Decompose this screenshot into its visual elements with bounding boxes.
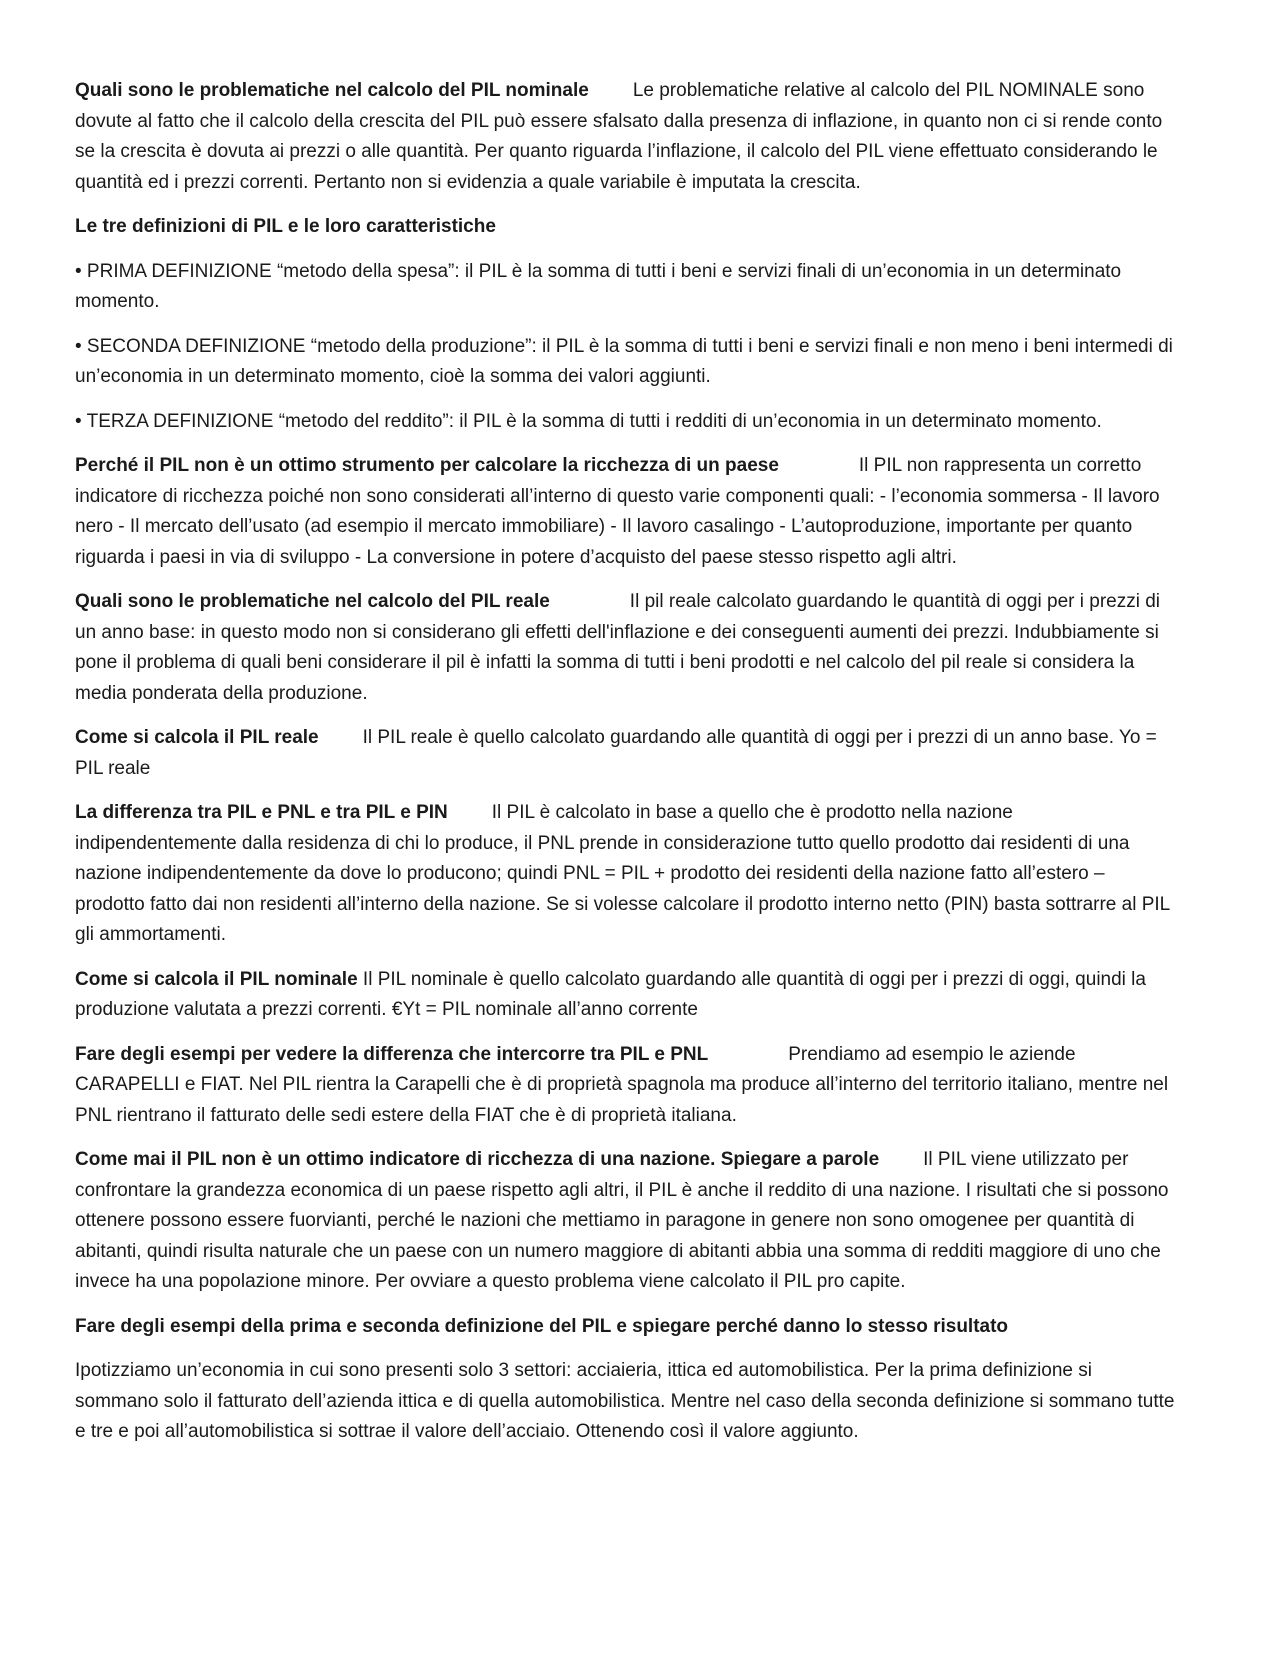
answer-text: Prendiamo ad esempio le aziende CARAPELLI e FIAT. Nel PIL rientra la Carapelli che è di proprietà spagnola ma produce all’interno del territorio italiano, mentre nel PNL rientrano il fatturato delle sedi estere della FIAT che è di proprietà italiana.: [75, 1043, 1169, 1126]
question-text: Perché il PIL non è un ottimo strumento per calcolare la ricchezza di un paese: [75, 455, 779, 476]
qa-real-calc: [75, 723, 1175, 784]
question-text: Quali sono le problematiche nel calcolo del PIL reale: [75, 591, 550, 612]
paragraph-example: Ipotizziamo un’economia in cui sono presenti solo 3 settori: acciaieria, ittica ed automobilistica. Per la prima definizione si sommano solo il fatturato dell’azienda ittica e di quella automobilistica. Mentre nel caso della seconda definizione si sommano tutte e tre e poi all’automobilistica si sottrae il valore dell’acciaio. Ottenendo così il valore aggiunto.: [75, 1360, 1175, 1442]
section-heading-examples: Fare degli esempi della prima e seconda definizione del PIL e spiegare perché danno lo stesso risultato: [75, 1315, 1009, 1337]
qa-wealth-instrument: [75, 451, 1175, 573]
qa-pil-pnl-examples: [75, 1040, 1175, 1132]
question-text: Come si calcola il PIL reale: [75, 727, 319, 748]
qa-nominal-problems: [75, 76, 1175, 198]
bullet-second-definition: • SECONDA DEFINIZIONE “metodo della produzione”: il PIL è la somma di tutti i beni e servizi finali e non meno i beni intermedi di un’economia in un determinato momento, cioè la somma dei valori aggiunti.: [75, 335, 1173, 387]
qa-pil-pnl-pin: [75, 798, 1175, 951]
question-text: La differenza tra PIL e PNL e tra PIL e PIN: [75, 802, 448, 823]
qa-wealth-indicator: [75, 1145, 1175, 1298]
bullet-first-definition: • PRIMA DEFINIZIONE “metodo della spesa”: il PIL è la somma di tutti i beni e servizi finali di un’economia in un determinato momento.: [75, 260, 1122, 312]
question-text: Fare degli esempi per vedere la differenza che intercorre tra PIL e PNL: [75, 1043, 709, 1065]
answer-text: Il pil reale calcolato guardando le quantità di oggi per i prezzi di un anno base: in questo modo non si considerano gli effetti dell'inflazione e dei conseguenti aumenti dei prezzi. Indubbiamente si pone il problema di quali beni considerare il pil è infatti la somma di tutti i beni prodotti e nel calcolo del pil reale si considera la media ponderata della produzione.: [75, 591, 1161, 704]
question-text: Quali sono le problematiche nel calcolo del PIL nominale: [75, 80, 589, 101]
answer-text: Il PIL reale è quello calcolato guardando alle quantità di oggi per i prezzi di un anno base. Yo = PIL reale: [75, 727, 1157, 779]
answer-text: Le problematiche relative al calcolo del PIL NOMINALE sono dovute al fatto che il calcolo della crescita del PIL può essere sfalsato dalla presenza di inflazione, in quanto non ci si rende conto se la crescita è dovuta ai prezzi o alle quantità. Per quanto riguarda l’inflazione, il calcolo del PIL viene effettuato considerando le quantità ed i prezzi correnti. Pertanto non si evidenzia a quale variabile è imputata la crescita.: [75, 80, 1163, 193]
answer-text: Il PIL non rappresenta un corretto indicatore di ricchezza poiché non sono considerati all’interno di questo varie componenti quali: - l’economia sommersa - Il lavoro nero - Il mercato dell’usato (ad esempio il mercato immobiliare) - Il lavoro casalingo - L’autoproduzione, importante per quanto riguarda i paesi in via di sviluppo - La conversione in potere d’acquisto del paese stesso rispetto agli altri.: [75, 455, 1160, 568]
qa-nominal-calc: [75, 965, 1175, 1026]
bullet-third-definition: • TERZA DEFINIZIONE “metodo del reddito”: il PIL è la somma di tutti i redditi di un’economia in un determinato momento.: [75, 410, 1102, 432]
answer-text: Il PIL è calcolato in base a quello che è prodotto nella nazione indipendentemente dalla residenza di chi lo produce, il PNL prende in considerazione tutto quello prodotto dai residenti di una nazione indipendentemente da dove lo producono; quindi PNL = PIL + prodotto dei residenti della nazione fatto all’estero – prodotto fatto dai non residenti all’interno della nazione. Se si volesse calcolare il prodotto interno netto (PIN) basta sottrarre al PIL gli ammortamenti.: [75, 802, 1170, 945]
answer-text: Il PIL nominale è quello calcolato guardando alle quantità di oggi per i prezzi di oggi, quindi la produzione valutata a prezzi correnti. €Yt = PIL nominale all’anno corrente: [75, 968, 1146, 1020]
qa-real-problems: [75, 587, 1175, 709]
question-text: Come si calcola il PIL nominale: [75, 968, 358, 990]
question-text: Come mai il PIL non è un ottimo indicatore di ricchezza di una nazione. Spiegare a parole: [75, 1149, 880, 1170]
section-heading-definitions: Le tre definizioni di PIL e le loro caratteristiche: [75, 216, 496, 237]
answer-text: Il PIL viene utilizzato per confrontare la grandezza economica di un paese rispetto agli altri, il PIL è anche il reddito di una nazione. I risultati che si possono ottenere possono essere fuorvianti, perché le nazioni che mettiamo in paragone in genere non sono omogenee per quantità di abitanti, quindi risulta naturale che un paese con un numero maggiore di abitanti abbia una somma di redditi maggiore di uno che invece ha una popolazione minore. Per ovviare a questo problema viene calcolato il PIL pro capite.: [75, 1149, 1169, 1292]
